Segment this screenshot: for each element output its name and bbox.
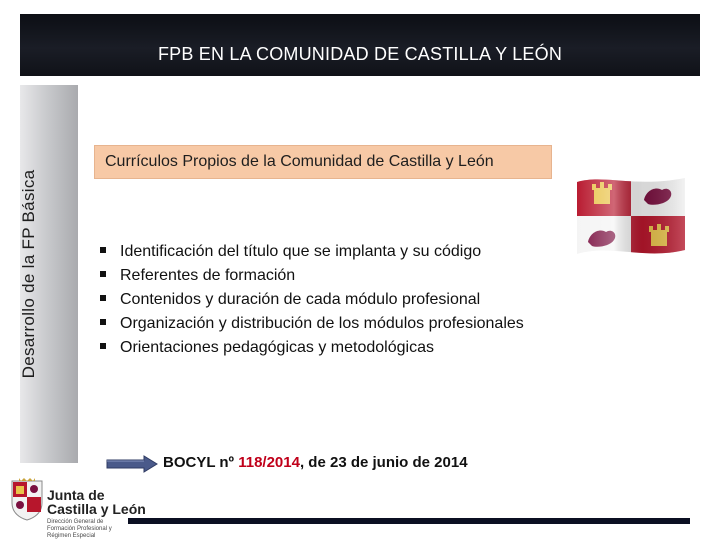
list-item-text: Orientaciones pedagógicas y metodológicas xyxy=(120,339,434,356)
list-item xyxy=(100,265,524,289)
castilla-leon-flag-icon xyxy=(574,174,688,258)
bocyl-number-link[interactable]: 118/2014 xyxy=(238,454,300,471)
list-item xyxy=(100,289,524,313)
list-item-text: Contenidos y duración de cada módulo profesional xyxy=(120,291,481,308)
bullet-list xyxy=(100,241,524,361)
list-item-text: Referentes de formación xyxy=(120,267,296,284)
square-bullet-icon xyxy=(100,295,106,301)
side-title: Desarrollo de la FP Básica xyxy=(19,169,38,379)
junta-shield-icon xyxy=(10,477,44,521)
list-item xyxy=(100,241,524,265)
bocyl-reference xyxy=(163,454,468,471)
square-bullet-icon xyxy=(100,247,106,253)
list-item-text: Identificación del título que se implanta y su código xyxy=(120,243,482,260)
footer-rule xyxy=(128,518,690,524)
logo-line-1: Junta de xyxy=(47,487,105,503)
slide-title: FPB EN LA COMUNIDAD DE CASTILLA Y LEÓN xyxy=(157,44,563,64)
list-item xyxy=(100,337,524,361)
list-item xyxy=(100,313,524,337)
subtitle-box xyxy=(94,145,552,179)
bocyl-suffix: , de 23 de junio de 2014 xyxy=(299,454,468,471)
logo-line-3: Dirección General de Formación Profesional y Régimen Especial xyxy=(47,519,112,539)
logo-line-2: Castilla y León xyxy=(47,501,146,517)
arrow-right-icon xyxy=(106,455,158,473)
subtitle-text: Currículos Propios de la Comunidad de Castilla y León xyxy=(105,153,494,170)
square-bullet-icon xyxy=(100,343,106,349)
header-band xyxy=(20,14,700,76)
list-item-text: Organización y distribución de los módulos profesionales xyxy=(120,315,524,332)
square-bullet-icon xyxy=(100,271,106,277)
bocyl-prefix: BOCYL nº xyxy=(163,454,239,471)
junta-logo-text xyxy=(47,488,146,540)
square-bullet-icon xyxy=(100,319,106,325)
